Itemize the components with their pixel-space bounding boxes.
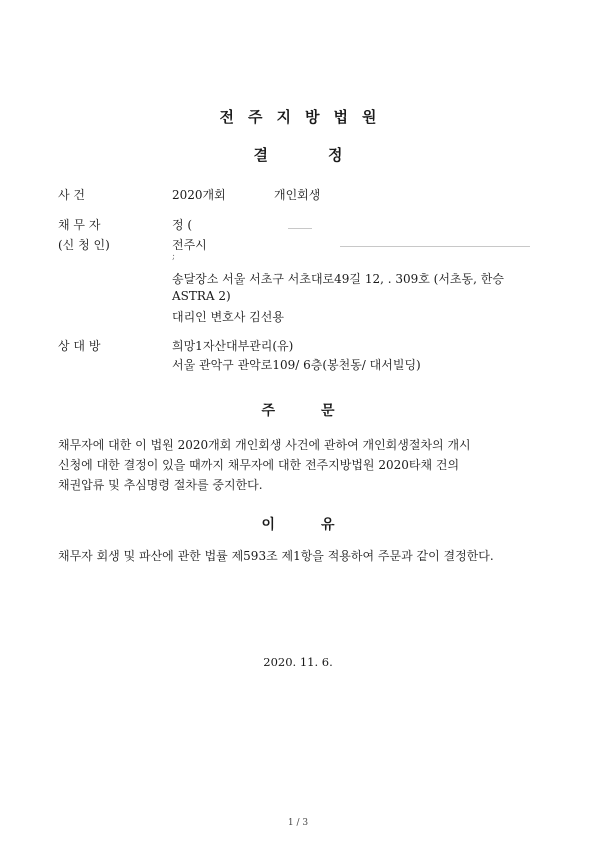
page-number: 1 / 3	[287, 818, 309, 828]
debtor-label: 채 무 자	[58, 218, 101, 232]
case-label: 사 건	[58, 188, 85, 202]
order-title: 주문	[261, 403, 381, 419]
document-type: 결정	[253, 146, 403, 164]
counterparty-address: 서울 관악구 관악로109/ 6층(봉천동/ 대서빌딩)	[172, 358, 421, 372]
decision-date: 2020. 11. 6.	[263, 655, 333, 669]
service-address-line2: ASTRA 2)	[172, 289, 231, 303]
case-type: 개인회생	[274, 188, 321, 202]
service-address-line1: 송달장소 서울 서초구 서초대로49길 12, . 309호 (서초동, 한승	[172, 272, 504, 286]
debtor-address: 전주시	[172, 238, 207, 252]
redaction-mark	[288, 228, 312, 229]
reason-title: 이유	[261, 517, 381, 533]
counterparty-label: 상 대 방	[58, 339, 101, 353]
court-name: 전주지방법원	[219, 108, 391, 126]
redaction-mark: ;	[172, 252, 176, 262]
order-line-3: 채권압류 및 추심명령 절차를 중지한다.	[58, 478, 263, 492]
redaction-mark	[340, 246, 530, 247]
applicant-label: (신 청 인)	[58, 238, 110, 252]
order-line-2: 신청에 대한 결정이 있을 때까지 채무자에 대한 전주지방법원 2020타채 건의	[58, 458, 460, 472]
counterparty-name: 희망1자산대부관리(유)	[172, 339, 294, 353]
reason-text: 채무자 회생 및 파산에 관한 법률 제593조 제1항을 적용하여 주문과 같이 결정한다.	[58, 549, 494, 563]
debtor-name: 정 (	[172, 218, 193, 232]
case-number: 2020개회	[172, 188, 226, 202]
debtor-agent: 대리인 변호사 김선용	[172, 310, 284, 324]
order-line-1: 채무자에 대한 이 법원 2020개회 개인회생 사건에 관하여 개인회생절차의 개시	[58, 438, 471, 452]
